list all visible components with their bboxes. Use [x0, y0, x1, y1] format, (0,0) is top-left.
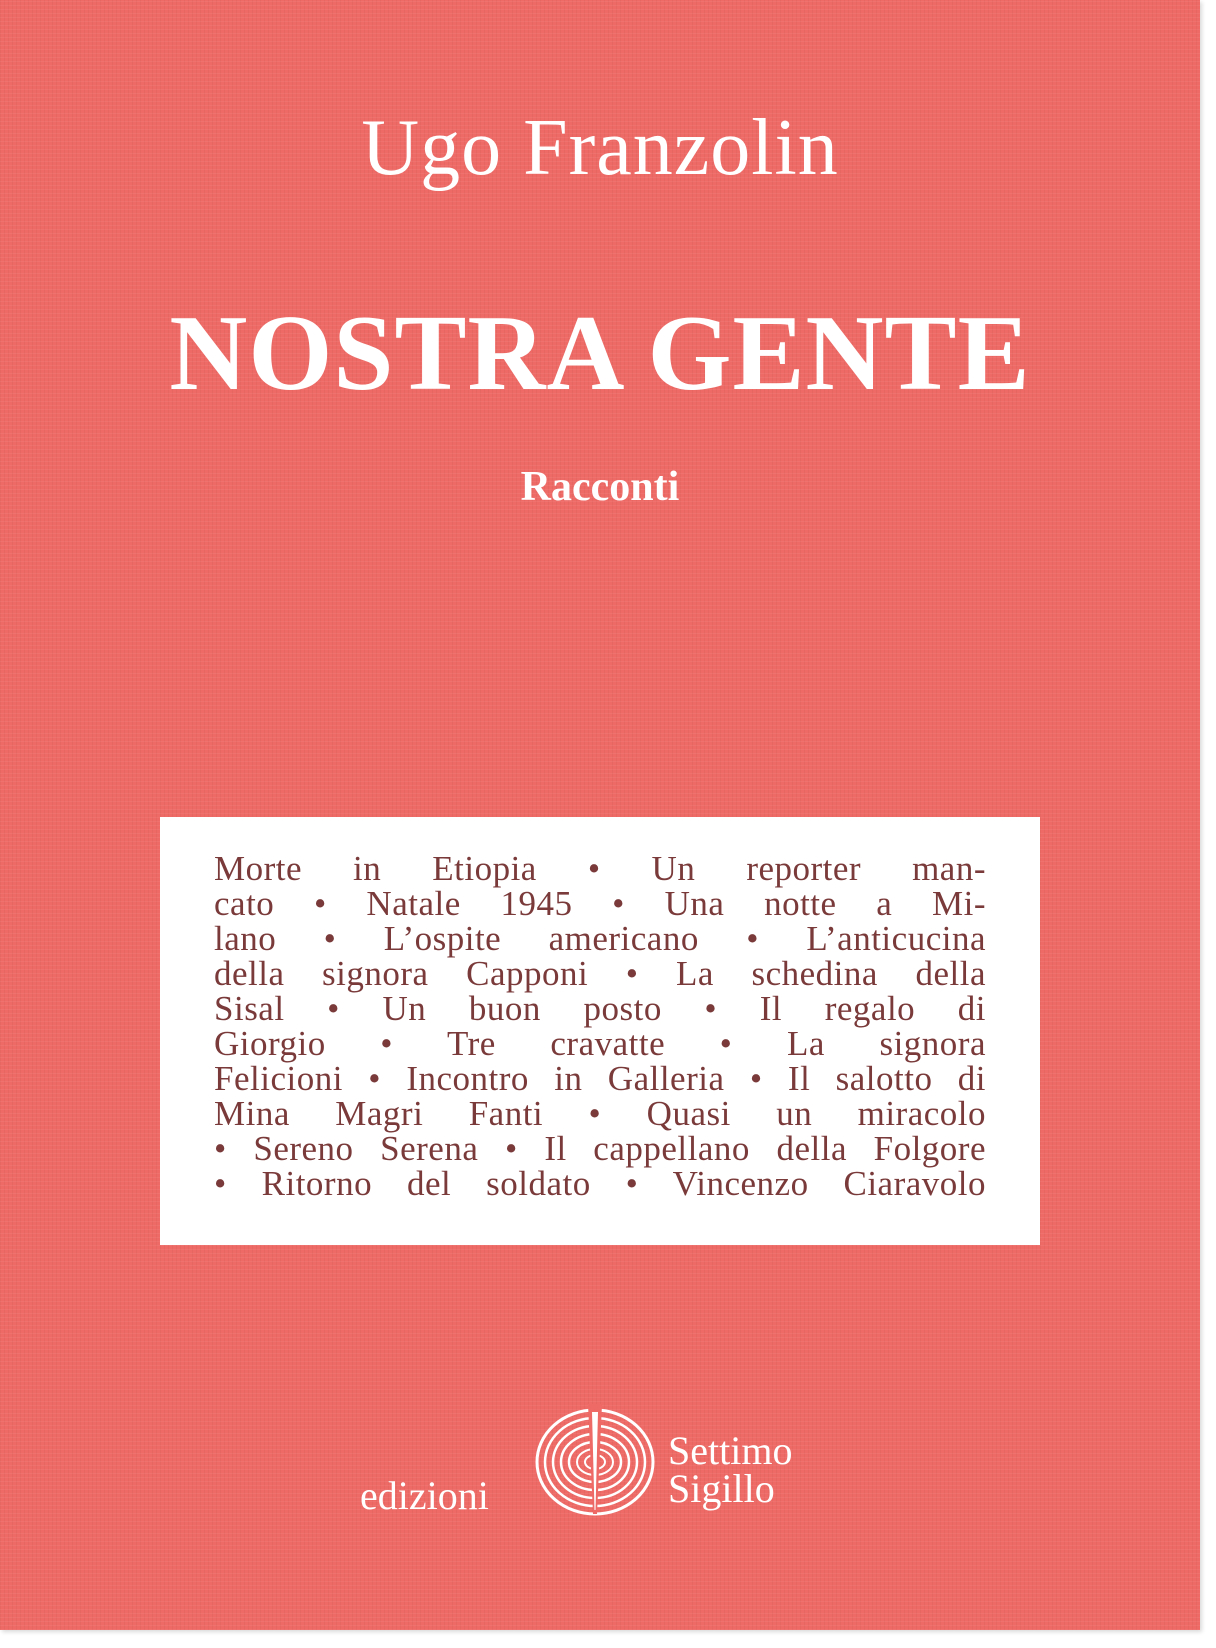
- contents-line: • Sereno Serena • Il cappellano della Folgore: [214, 1129, 986, 1168]
- contents-line: Morte in Etiopia • Un reporter man-: [214, 849, 986, 888]
- contents-list: [214, 851, 986, 1201]
- book-title: NOSTRA GENTE: [169, 294, 1031, 413]
- publisher-name: [668, 1428, 793, 1511]
- contents-line: Mina Magri Fanti • Quasi un miracolo: [214, 1094, 986, 1133]
- contents-line: cato • Natale 1945 • Una notte a Mi-: [214, 884, 986, 923]
- book-subtitle: Racconti: [520, 464, 680, 510]
- contents-line: Felicioni • Incontro in Galleria • Il salotto di: [214, 1059, 986, 1098]
- contents-line: Giorgio • Tre cravatte • La signora: [214, 1024, 986, 1063]
- contents-line: Sisal • Un buon posto • Il regalo di: [214, 989, 986, 1028]
- contents-line: della signora Capponi • La schedina della: [214, 954, 986, 993]
- publisher-name-line1: Settimo: [668, 1428, 793, 1473]
- publisher-block: [360, 1382, 860, 1532]
- contents-line: • Ritorno del soldato • Vincenzo Ciaravolo: [214, 1164, 986, 1203]
- publisher-prefix: edizioni: [360, 1473, 489, 1518]
- author-name: Ugo Franzolin: [361, 104, 839, 192]
- publisher-name-line2: Sigillo: [668, 1466, 775, 1511]
- contents-box: [160, 817, 1040, 1245]
- publisher-logo-icon: [530, 1382, 660, 1532]
- contents-line: lano • L’ospite americano • L’anticucina: [214, 919, 986, 958]
